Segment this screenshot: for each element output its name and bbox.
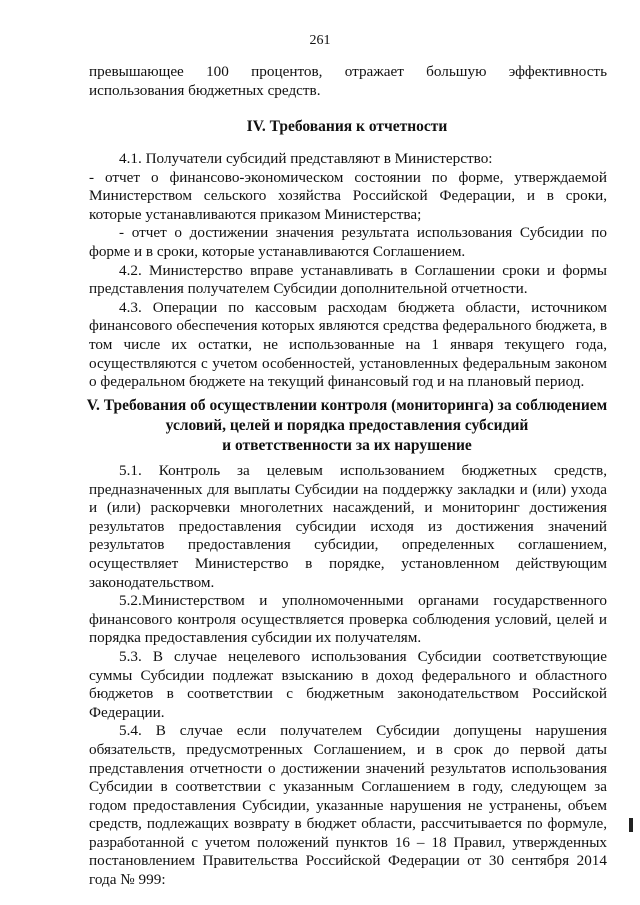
- section-5-title-line-3: и ответственности за их нарушение: [222, 437, 472, 454]
- section-4-body: [89, 150, 607, 392]
- paragraph-5-3: 5.3. В случае нецелевого использования Субсидии соответствующие суммы Субсидии подлежат взысканию в доход федерального и областного бюджетов в соответствии с бюджетным законодательством Российской Федерации.: [89, 647, 607, 721]
- section-4-title: IV. Требования к отчетности: [246, 118, 448, 135]
- intro-paragraph-block: [89, 63, 607, 100]
- section-5-title: [82, 396, 612, 456]
- paragraph-5-2: 5.2.Министерством и уполномоченными органами государственного финансового контроля осуществляется проверка соблюдения условий, целей и порядка предоставления субсидии их получателям.: [89, 592, 607, 647]
- paragraph-5-1: 5.1. Контроль за целевым использованием бюджетных средств, предназначенных для выплаты Субсидии на поддержку закладки и (или) ухода и (или) раскорчевки многолетних насаждений, и мониторинг достижения результатов предоставления субсидии исходя из достижения значений результатов предоставления субсидии, определенных соглашением, осуществляет Министерство в порядке, установленном действующим законодательством.: [89, 462, 607, 591]
- section-5-title-line-2: условий, целей и порядка предоставления субсидий: [165, 417, 529, 434]
- paragraph-4-1: 4.1. Получатели субсидий представляют в Министерство:: [119, 150, 493, 167]
- paragraph-4-3: 4.3. Операции по кассовым расходам бюджета области, источником финансового обеспечения которых являются средства федерального бюджета, в том числе их остатки, не использованные на 1 января текущего года, осуществляются с учетом особенностей, установленных федеральным законом о федеральном бюджете на текущий финансовый год и на плановый период.: [89, 298, 607, 391]
- paragraph-4-1-item-1: - отчет о финансово-экономическом состоянии по форме, утверждаемой Министерством сельского хозяйства Российской Федерации, и в сроки, которые устанавливаются приказом Министерства;: [89, 168, 607, 223]
- intro-paragraph: превышающее 100 процентов, отражает большую эффективность использования бюджетных средств.: [89, 63, 607, 99]
- page-number: 261: [309, 33, 331, 48]
- scan-edge-mark: [629, 818, 633, 832]
- paragraph-4-2: 4.2. Министерство вправе устанавливать в Соглашении сроки и формы представления получателем Субсидии дополнительной отчетности.: [89, 261, 607, 298]
- section-5-body: [89, 462, 607, 890]
- paragraph-4-1-item-2: - отчет о достижении значения результата использования Субсидии по форме и в сроки, которые устанавливаются Соглашением.: [89, 224, 607, 260]
- paragraph-5-4: 5.4. В случае если получателем Субсидии допущены нарушения обязательств, предусмотренных Соглашением, и в срок до первой даты представления отчетности о достижении значений результатов использования Субсидии в соответствии с указанным Соглашением в году, следующем за годом предоставления Субсидии, указанные нарушения не устранены, объем средств, подлежащих возврату в бюджет области, рассчитывается по формуле, разработанной с учетом положений пунктов 16 – 18 Правил, утвержденных постановлением Правительства Российской Федерации от 30 сентября 2014 года № 999:: [89, 722, 607, 889]
- section-5-title-line-1: V. Требования об осуществлении контроля (мониторинга) за соблюдением: [86, 397, 608, 414]
